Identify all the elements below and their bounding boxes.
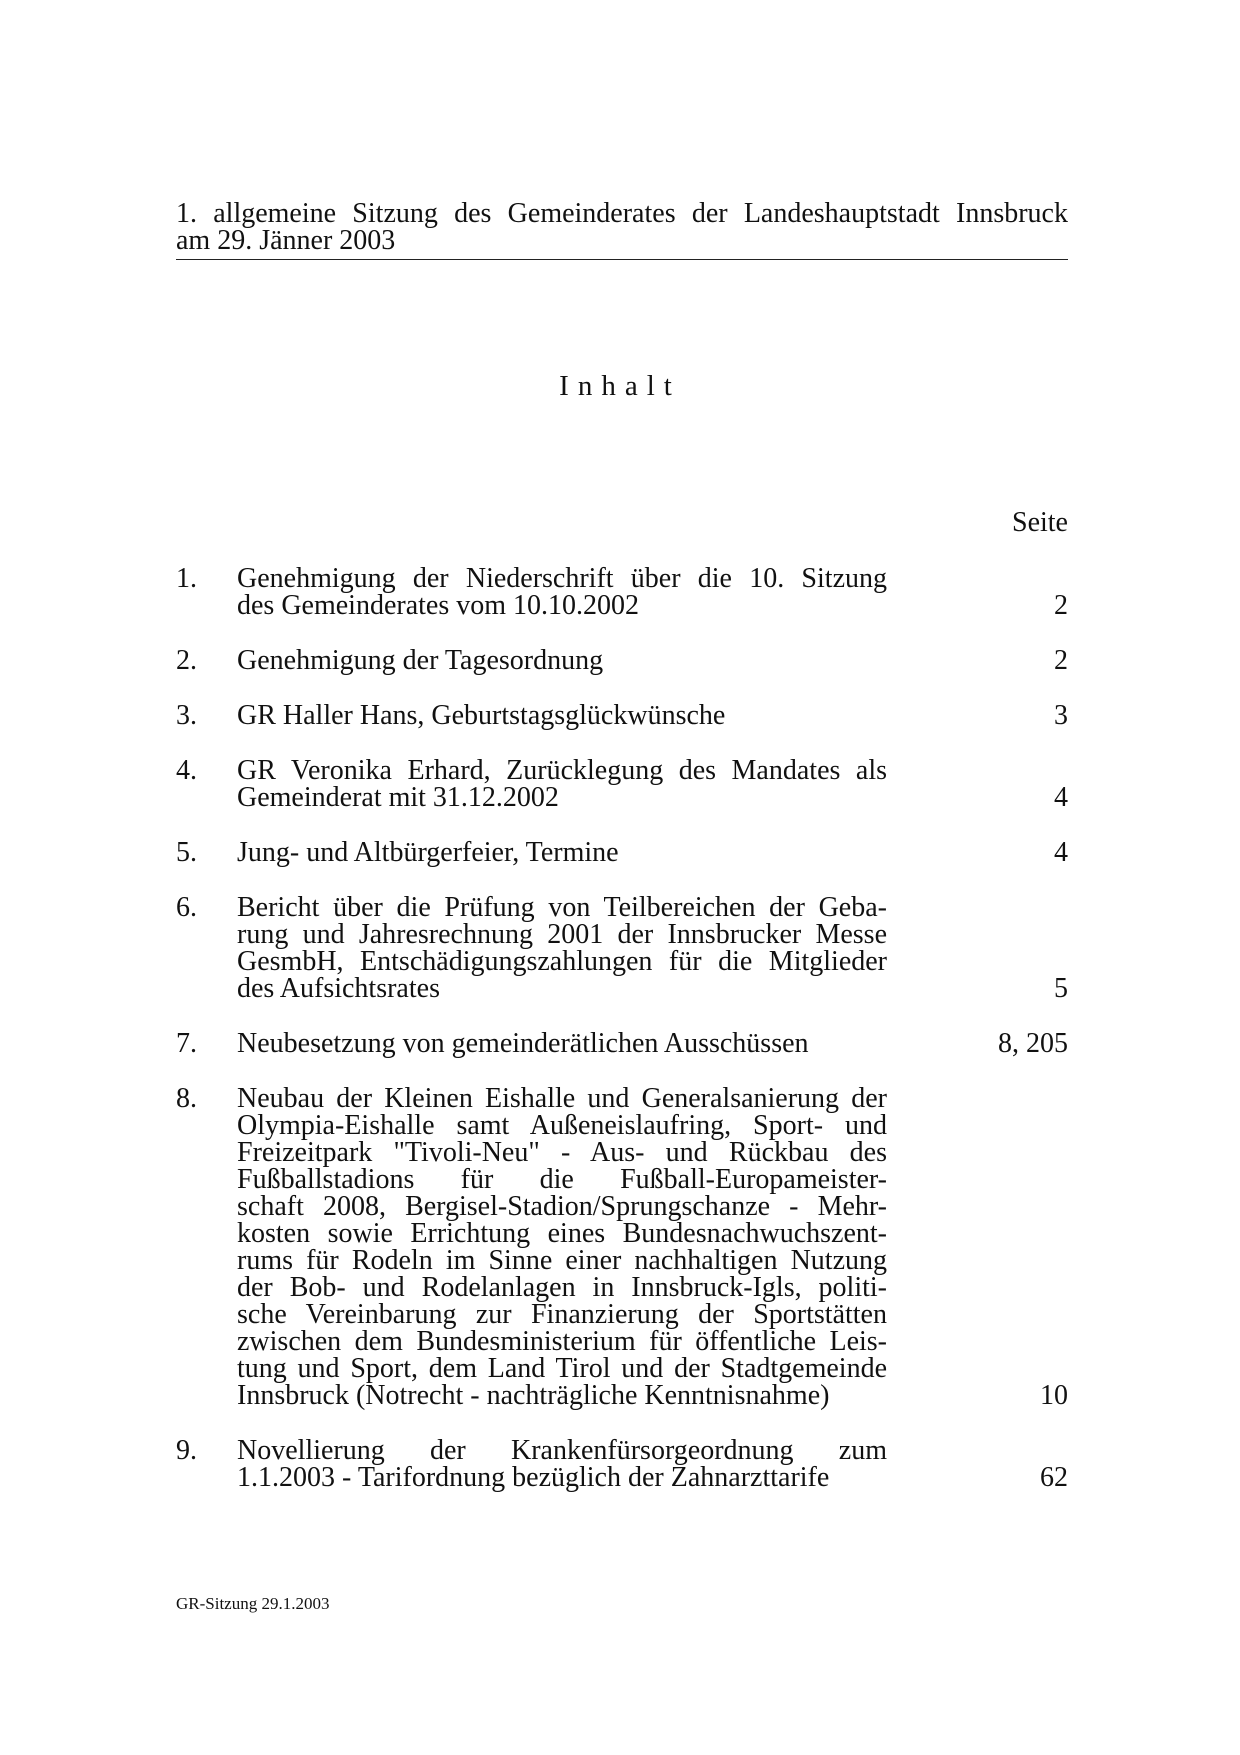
toc-entry-title-line: GR Veronika Erhard, Zurücklegung des Mandates als bbox=[237, 755, 887, 786]
header-line-2: am 29. Jänner 2003 bbox=[176, 225, 396, 256]
toc-entry bbox=[176, 839, 1068, 866]
toc-entry-title-line: Genehmigung der Tagesordnung bbox=[237, 645, 604, 676]
toc-entry-page: 5 bbox=[1054, 973, 1068, 1004]
toc-entry-title-line: zwischen dem Bundesministerium für öffentliche Leis- bbox=[237, 1326, 887, 1357]
page-footer: GR-Sitzung 29.1.2003 bbox=[176, 1594, 330, 1613]
toc-entry-page: 2 bbox=[1054, 645, 1068, 676]
toc-entry-title bbox=[237, 565, 887, 619]
toc-entry bbox=[176, 1030, 1068, 1057]
toc-entry-title-line: Olympia-Eishalle samt Außeneislaufring, Sport- und bbox=[237, 1110, 887, 1141]
toc-entry-page: 62 bbox=[1040, 1462, 1068, 1493]
toc-entry-title-line: Bericht über die Prüfung von Teilbereichen der Geba- bbox=[237, 892, 887, 923]
toc-entry-title bbox=[237, 1437, 887, 1491]
toc-entry-title bbox=[237, 1030, 887, 1057]
toc-entry-title-line: Gemeinderat mit 31.12.2002 bbox=[237, 782, 559, 813]
toc-entry-title-line: tung und Sport, dem Land Tirol und der Stadtgemeinde bbox=[237, 1353, 887, 1384]
toc-entry bbox=[176, 702, 1068, 729]
page-column-label: Seite bbox=[1012, 507, 1068, 538]
toc-entry-title bbox=[237, 894, 887, 1002]
document-header bbox=[176, 200, 1068, 260]
toc-entry-title-line: Neubau der Kleinen Eishalle und Generalsanierung der bbox=[237, 1083, 887, 1114]
toc-entry-number: 8. bbox=[176, 1083, 197, 1114]
toc-entry-title-line: schaft 2008, Bergisel-Stadion/Sprungschanze - Mehr- bbox=[237, 1191, 887, 1222]
toc-entry-title-line: Innsbruck (Notrecht - nachträgliche Kenntnisnahme) bbox=[237, 1380, 830, 1411]
toc-entry-number: 2. bbox=[176, 645, 197, 676]
toc-entry-page: 4 bbox=[1054, 782, 1068, 813]
toc-entry bbox=[176, 894, 1068, 1002]
toc-entry-title-line: sche Vereinbarung zur Finanzierung der Sportstätten bbox=[237, 1299, 887, 1330]
toc-entry-page: 10 bbox=[1040, 1380, 1068, 1411]
toc-entry-page: 4 bbox=[1054, 837, 1068, 868]
toc-entry bbox=[176, 757, 1068, 811]
toc-entry-number: 5. bbox=[176, 837, 197, 868]
toc-entry-title bbox=[237, 839, 887, 866]
toc-entry-title-line: der Bob- und Rodelanlagen in Innsbruck-Igls, politi- bbox=[237, 1272, 887, 1303]
toc-entry-title-line: Fußballstadions für die Fußball-Europameister- bbox=[237, 1164, 887, 1195]
toc-entry-title-line: des Aufsichtsrates bbox=[237, 973, 440, 1004]
toc-entry-number: 9. bbox=[176, 1435, 197, 1466]
toc-entry-page: 8, 205 bbox=[998, 1028, 1068, 1059]
toc-entry-title-line: kosten sowie Errichtung eines Bundesnachwuchszent- bbox=[237, 1218, 887, 1249]
toc-entry-title bbox=[237, 702, 887, 729]
toc-entry-title-line: Novellierung der Krankenfürsorgeordnung zum bbox=[237, 1435, 887, 1466]
toc-entry-title bbox=[237, 1085, 887, 1409]
toc-entry-number: 1. bbox=[176, 563, 197, 594]
toc-entry-title-line: GR Haller Hans, Geburtstagsglückwünsche bbox=[237, 700, 726, 731]
toc-entry-title-line: Neubesetzung von gemeinderätlichen Ausschüssen bbox=[237, 1028, 809, 1059]
toc-entry-title-line: Genehmigung der Niederschrift über die 10. Sitzung bbox=[237, 563, 887, 594]
toc-entry-number: 6. bbox=[176, 892, 197, 923]
toc-entry-number: 4. bbox=[176, 755, 197, 786]
toc-entry-title-line: GesmbH, Entschädigungszahlungen für die Mitglieder bbox=[237, 946, 887, 977]
toc-entry-title bbox=[237, 757, 887, 811]
toc-entry bbox=[176, 565, 1068, 619]
table-of-contents bbox=[176, 565, 1068, 1519]
toc-entry bbox=[176, 1437, 1068, 1491]
toc-entry-title-line: rums für Rodeln im Sinne einer nachhaltigen Nutzung bbox=[237, 1245, 887, 1276]
toc-entry-page: 3 bbox=[1054, 700, 1068, 731]
toc-entry-title-line: rung und Jahresrechnung 2001 der Innsbrucker Messe bbox=[237, 919, 887, 950]
toc-entry-title-line: Jung- und Altbürgerfeier, Termine bbox=[237, 837, 619, 868]
header-line-1: 1. allgemeine Sitzung des Gemeinderates der Landeshauptstadt Innsbruck bbox=[176, 198, 1068, 229]
toc-entry-title bbox=[237, 647, 887, 674]
toc-entry-number: 3. bbox=[176, 700, 197, 731]
toc-entry-title-line: Freizeitpark "Tivoli-Neu" - Aus- und Rückbau des bbox=[237, 1137, 887, 1168]
toc-entry-title-line: des Gemeinderates vom 10.10.2002 bbox=[237, 590, 640, 621]
toc-entry-title-line: 1.1.2003 - Tarifordnung bezüglich der Zahnarzttarife bbox=[237, 1462, 830, 1493]
page-title: Inhalt bbox=[559, 370, 681, 402]
toc-entry-page: 2 bbox=[1054, 590, 1068, 621]
toc-entry bbox=[176, 1085, 1068, 1409]
toc-entry bbox=[176, 647, 1068, 674]
toc-entry-number: 7. bbox=[176, 1028, 197, 1059]
